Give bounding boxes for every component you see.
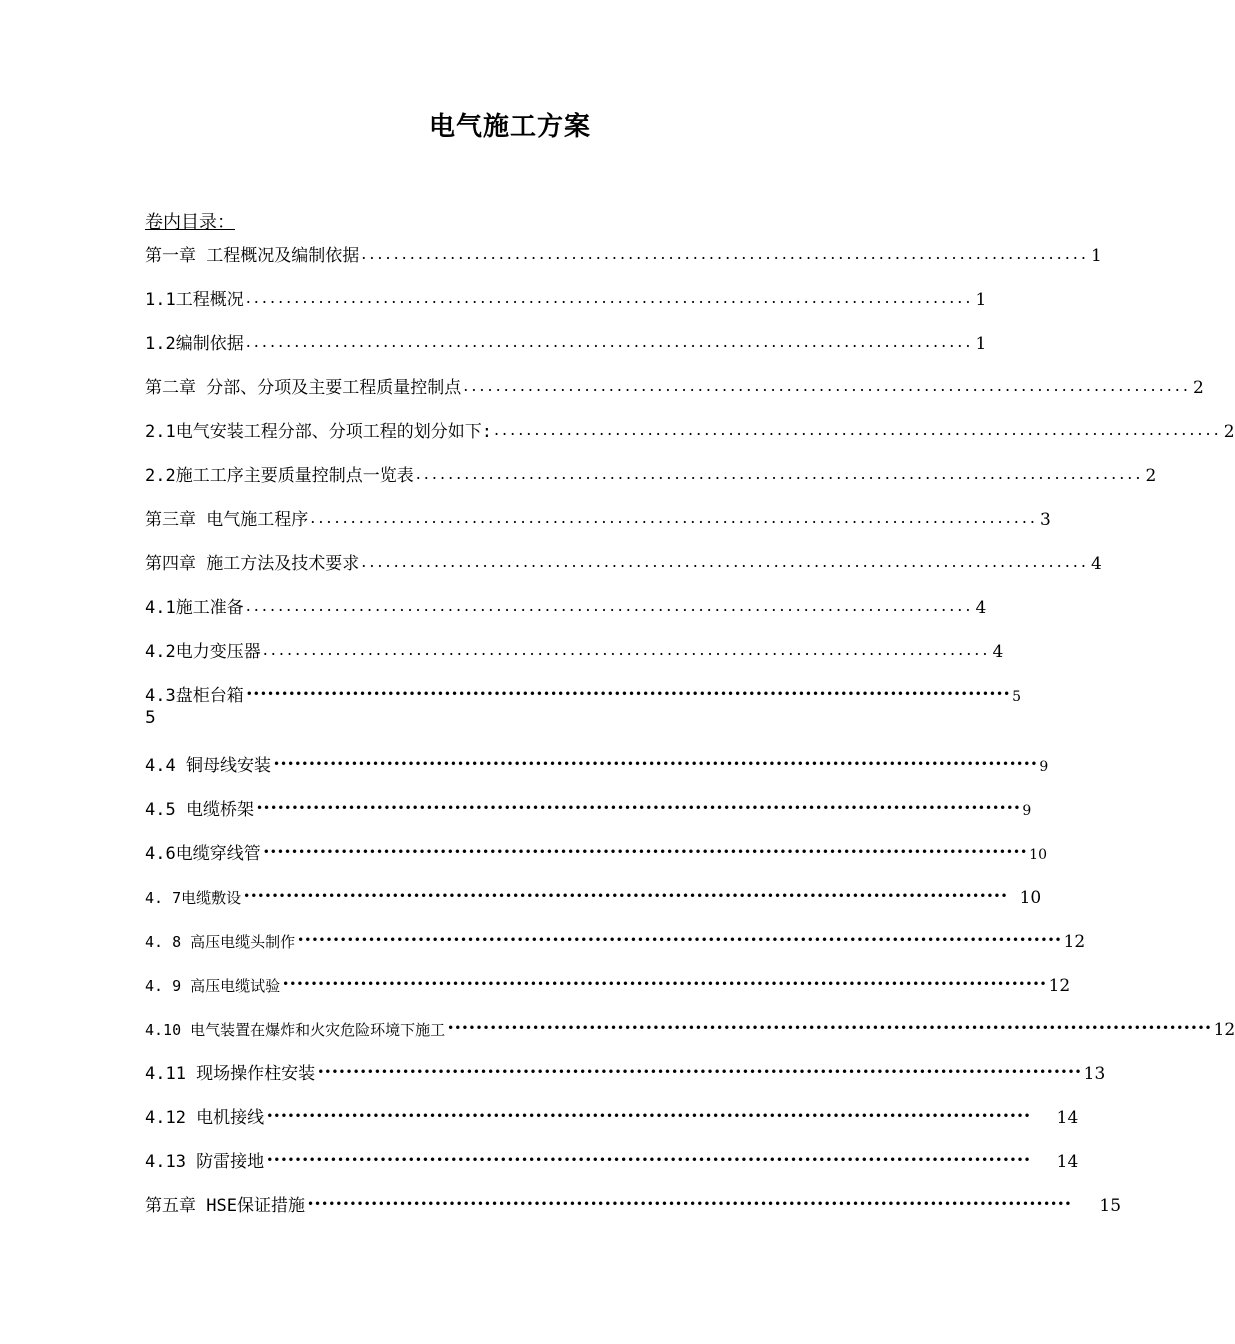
toc-entry[interactable] xyxy=(145,548,1102,574)
toc-entry-label: 4. 7电缆敷设 xyxy=(145,889,242,907)
toc-entry-page: 12 xyxy=(1063,932,1086,952)
toc-entry-page: 2 xyxy=(1145,466,1157,486)
toc-entry[interactable] xyxy=(145,750,1049,776)
toc-entry-page: 4 xyxy=(1090,554,1102,574)
toc-entry[interactable] xyxy=(145,1102,1079,1128)
toc-entry-page: 15 xyxy=(1099,1196,1122,1216)
toc-entry-label: 第四章 施工方法及技术要求 xyxy=(145,554,360,574)
toc-entry-label: 4.1施工准备 xyxy=(145,598,244,618)
wrapped-page-number: 5 xyxy=(145,708,156,728)
toc-entry[interactable] xyxy=(145,372,1204,398)
toc-entry-label: 4.4 铜母线安装 xyxy=(145,756,271,776)
toc-entry-label: 1.2编制依据 xyxy=(145,334,244,354)
dot-leader: •••••••••••••••••••••••••••••••••••••••••••••••••••••••••••••••••••••••••••••••••••••••••••••••••••••••••••• xyxy=(272,757,1038,771)
dot-leader: .......................................................................................... xyxy=(361,552,1089,571)
dot-leader: .......................................................................................... xyxy=(415,464,1144,483)
dot-leader: .......................................................................................... xyxy=(245,288,974,307)
toc-entry-label: 4.3盘柜台箱 xyxy=(145,686,244,706)
toc-entry-page: 1 xyxy=(1090,246,1102,266)
toc-entry-page: 10 xyxy=(1019,888,1042,908)
dot-leader: .......................................................................................... xyxy=(245,332,974,351)
toc-entry-label: 4.2电力变压器 xyxy=(145,642,261,662)
toc-entry-page: 2 xyxy=(1223,422,1235,442)
toc-entry-page: 2 xyxy=(1192,378,1204,398)
dot-leader: .......................................................................................... xyxy=(493,420,1222,439)
toc-entry[interactable] xyxy=(145,926,1086,952)
toc-entry[interactable] xyxy=(145,636,1004,662)
toc-entry[interactable] xyxy=(145,680,1022,706)
toc-entry-label: 4.10 电气装置在爆炸和火灾危险环境下施工 xyxy=(145,1021,446,1039)
dot-leader: •••••••••••••••••••••••••••••••••••••••••••••••••••••••••••••••••••••••••••••••••••••••••••••••••••••••••••• xyxy=(255,801,1021,815)
toc-entry[interactable] xyxy=(145,970,1071,996)
toc-entry[interactable] xyxy=(145,882,1042,908)
toc-entry-label: 4.6电缆穿线管 xyxy=(145,844,261,864)
toc-entry[interactable] xyxy=(145,328,987,354)
toc-entry-page: 13 xyxy=(1083,1064,1106,1084)
toc-entry-label: 2.1电气安装工程分部、分项工程的划分如下: xyxy=(145,422,492,442)
dot-leader: •••••••••••••••••••••••••••••••••••••••••••••••••••••••••••••••••••••••••••••••••••••••••••••••••••••••••••• xyxy=(245,687,1011,701)
toc-entry-page: 4 xyxy=(992,642,1004,662)
dot-leader: .......................................................................................... xyxy=(463,376,1191,395)
toc-entry-label: 第二章 分部、分项及主要工程质量控制点 xyxy=(145,378,462,398)
toc-entry[interactable] xyxy=(145,794,1032,820)
toc-entry-label: 1.1工程概况 xyxy=(145,290,244,310)
toc-entry-page: 4 xyxy=(975,598,987,618)
toc-entry[interactable] xyxy=(145,240,1102,266)
toc-entry-label: 4.13 防雷接地 xyxy=(145,1152,265,1172)
toc-entry-page: 5 xyxy=(1012,689,1022,705)
toc-entry-label: 第一章 工程概况及编制依据 xyxy=(145,246,360,266)
dot-leader: •••••••••••••••••••••••••••••••••••••••••••••••••••••••••••••••••••••••••••••••••••••••••••••••••••••••••••• xyxy=(243,889,1008,903)
toc-entry[interactable] xyxy=(145,1190,1122,1216)
toc-entry[interactable] xyxy=(145,460,1157,486)
toc-heading: 卷内目录： xyxy=(145,212,235,233)
toc-entry[interactable] xyxy=(145,838,1047,864)
toc-entry[interactable] xyxy=(145,592,987,618)
dot-leader: .......................................................................................... xyxy=(245,596,974,615)
dot-leader: •••••••••••••••••••••••••••••••••••••••••••••••••••••••••••••••••••••••••••••••••••••••••••••••••••••••••••• xyxy=(266,1153,1031,1167)
toc-entry-label: 4.5 电缆桥架 xyxy=(145,800,254,820)
toc-entry-page: 9 xyxy=(1039,759,1049,775)
toc-entry[interactable] xyxy=(145,416,1235,442)
dot-leader: .......................................................................................... xyxy=(361,244,1089,263)
dot-leader: •••••••••••••••••••••••••••••••••••••••••••••••••••••••••••••••••••••••••••••••••••••••••••••••••••••••••••• xyxy=(297,933,1062,947)
toc-entry-page: 14 xyxy=(1056,1108,1079,1128)
toc-entry-label: 4. 8 高压电缆头制作 xyxy=(145,933,296,951)
toc-entry-page: 9 xyxy=(1022,803,1032,819)
toc-entry-label: 2.2施工工序主要质量控制点一览表 xyxy=(145,466,414,486)
toc-entry-page: 12 xyxy=(1048,976,1071,996)
toc-entry-label: 第五章 HSE保证措施 xyxy=(145,1196,305,1216)
toc-entry-page: 3 xyxy=(1039,510,1051,530)
toc-entry[interactable] xyxy=(145,1014,1235,1040)
dot-leader: •••••••••••••••••••••••••••••••••••••••••••••••••••••••••••••••••••••••••••••••••••••••••••••••••••••••••••• xyxy=(306,1197,1072,1211)
toc-entry-label: 第三章 电气施工程序 xyxy=(145,510,309,530)
dot-leader: .......................................................................................... xyxy=(310,508,1038,527)
dot-leader: •••••••••••••••••••••••••••••••••••••••••••••••••••••••••••••••••••••••••••••••••••••••••••••••••••••••••••• xyxy=(266,1109,1031,1123)
dot-leader: •••••••••••••••••••••••••••••••••••••••••••••••••••••••••••••••••••••••••••••••••••••••••••••••••••••••••••• xyxy=(447,1021,1212,1035)
toc-entry-page: 12 xyxy=(1213,1020,1235,1040)
document-title: 电气施工方案 xyxy=(428,112,591,142)
toc-entry-label: 4. 9 高压电缆试验 xyxy=(145,977,281,995)
toc-entry-label: 4.12 电机接线 xyxy=(145,1108,265,1128)
dot-leader: .......................................................................................... xyxy=(262,640,991,659)
dot-leader: •••••••••••••••••••••••••••••••••••••••••••••••••••••••••••••••••••••••••••••••••••••••••••••••••••••••••••• xyxy=(317,1065,1082,1079)
toc-entry-label: 4.11 现场操作柱安装 xyxy=(145,1064,316,1084)
toc-entry[interactable] xyxy=(145,504,1051,530)
toc-entry-page: 1 xyxy=(975,334,987,354)
toc-entry-page: 14 xyxy=(1056,1152,1079,1172)
toc-entry[interactable] xyxy=(145,284,987,310)
toc-entry[interactable] xyxy=(145,1058,1106,1084)
toc-entry-page: 10 xyxy=(1029,847,1047,863)
toc-entry-page: 1 xyxy=(975,290,987,310)
toc-entry[interactable] xyxy=(145,1146,1079,1172)
dot-leader: •••••••••••••••••••••••••••••••••••••••••••••••••••••••••••••••••••••••••••••••••••••••••••••••••••••••••••• xyxy=(282,977,1047,991)
dot-leader: •••••••••••••••••••••••••••••••••••••••••••••••••••••••••••••••••••••••••••••••••••••••••••••••••••••••••••• xyxy=(262,845,1028,859)
